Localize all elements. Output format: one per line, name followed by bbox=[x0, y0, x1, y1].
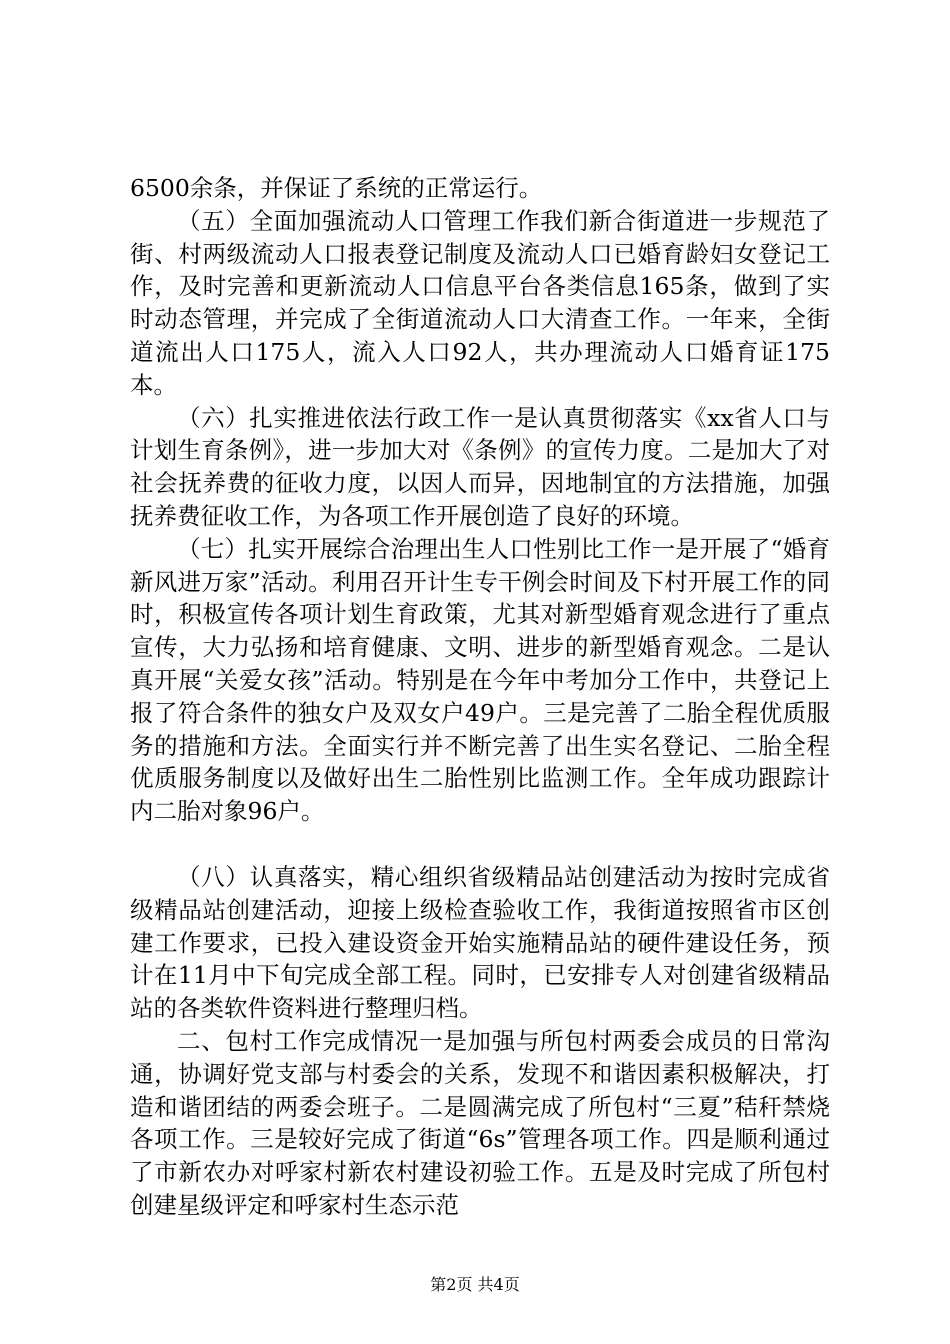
paragraph-section-5: （五）全面加强流动人口管理工作我们新合街道进一步规范了街、村两级流动人口报表登记制度及流动人口已婚育龄妇女登记工作，及时完善和更新流动人口信息平台各类信息165条，做到了实时动态管理，并完成了全街道流动人口大清查工作。一年来，全街道流出人口175人，流入人口92人，共办理流动人口婚育证175本。 bbox=[130, 206, 830, 399]
paragraph-continuation: 6500余条，并保证了系统的正常运行。 bbox=[130, 174, 543, 202]
paragraph-section-8: （八）认真落实，精心组织省级精品站创建活动为按时完成省级精品站创建活动，迎接上级检查验收工作，我街道按照省市区创建工作要求，已投入建设资金开始实施精品站的硬件建设任务，预计在11月中下旬完成全部工程。同时，已安排专人对创建省级精品站的各类软件资料进行整理归档。 bbox=[130, 862, 830, 1023]
page-number-footer: 第2页 共4页 bbox=[430, 1275, 520, 1294]
paragraph-section-7: （七）扎实开展综合治理出生人口性别比工作一是开展了“婚育新风进万家”活动。利用召开计生专干例会时间及下村开展工作的同时，积极宣传各项计划生育政策，尤其对新型婚育观念进行了重点宣传，大力弘扬和培育健康、文明、进步的新型婚育观念。二是认真开展“关爱女孩”活动。特别是在今年中考加分工作中，共登记上报了符合条件的独女户及双女户49户。三是完善了二胎全程优质服务的措施和方法。全面实行并不断完善了出生实名登记、二胎全程优质服务制度以及做好出生二胎性别比监测工作。全年成功跟踪计内二胎对象96户。 bbox=[130, 534, 830, 826]
paragraph-section-6: （六）扎实推进依法行政工作一是认真贯彻落实《xx省人口与计划生育条例》，进一步加大对《条例》的宣传力度。二是加大了对社会抚养费的征收力度，以因人而异，因地制宜的方法措施，加强抚养费征收工作，为各项工作开展创造了良好的环境。 bbox=[130, 403, 830, 530]
paragraph-village-work: 二、包村工作完成情况一是加强与所包村两委会成员的日常沟通，协调好党支部与村委会的关系，发现不和谐因素积极解决，打造和谐团结的两委会班子。二是圆满完成了所包村“三夏”秸秆禁烧各项工作。三是较好完成了街道“6s”管理各项工作。四是顺利通过了市新农办对呼家村新农村建设初验工作。五是及时完成了所包村创建星级评定和呼家村生态示范 bbox=[130, 1026, 830, 1219]
document-body bbox=[130, 172, 830, 1222]
